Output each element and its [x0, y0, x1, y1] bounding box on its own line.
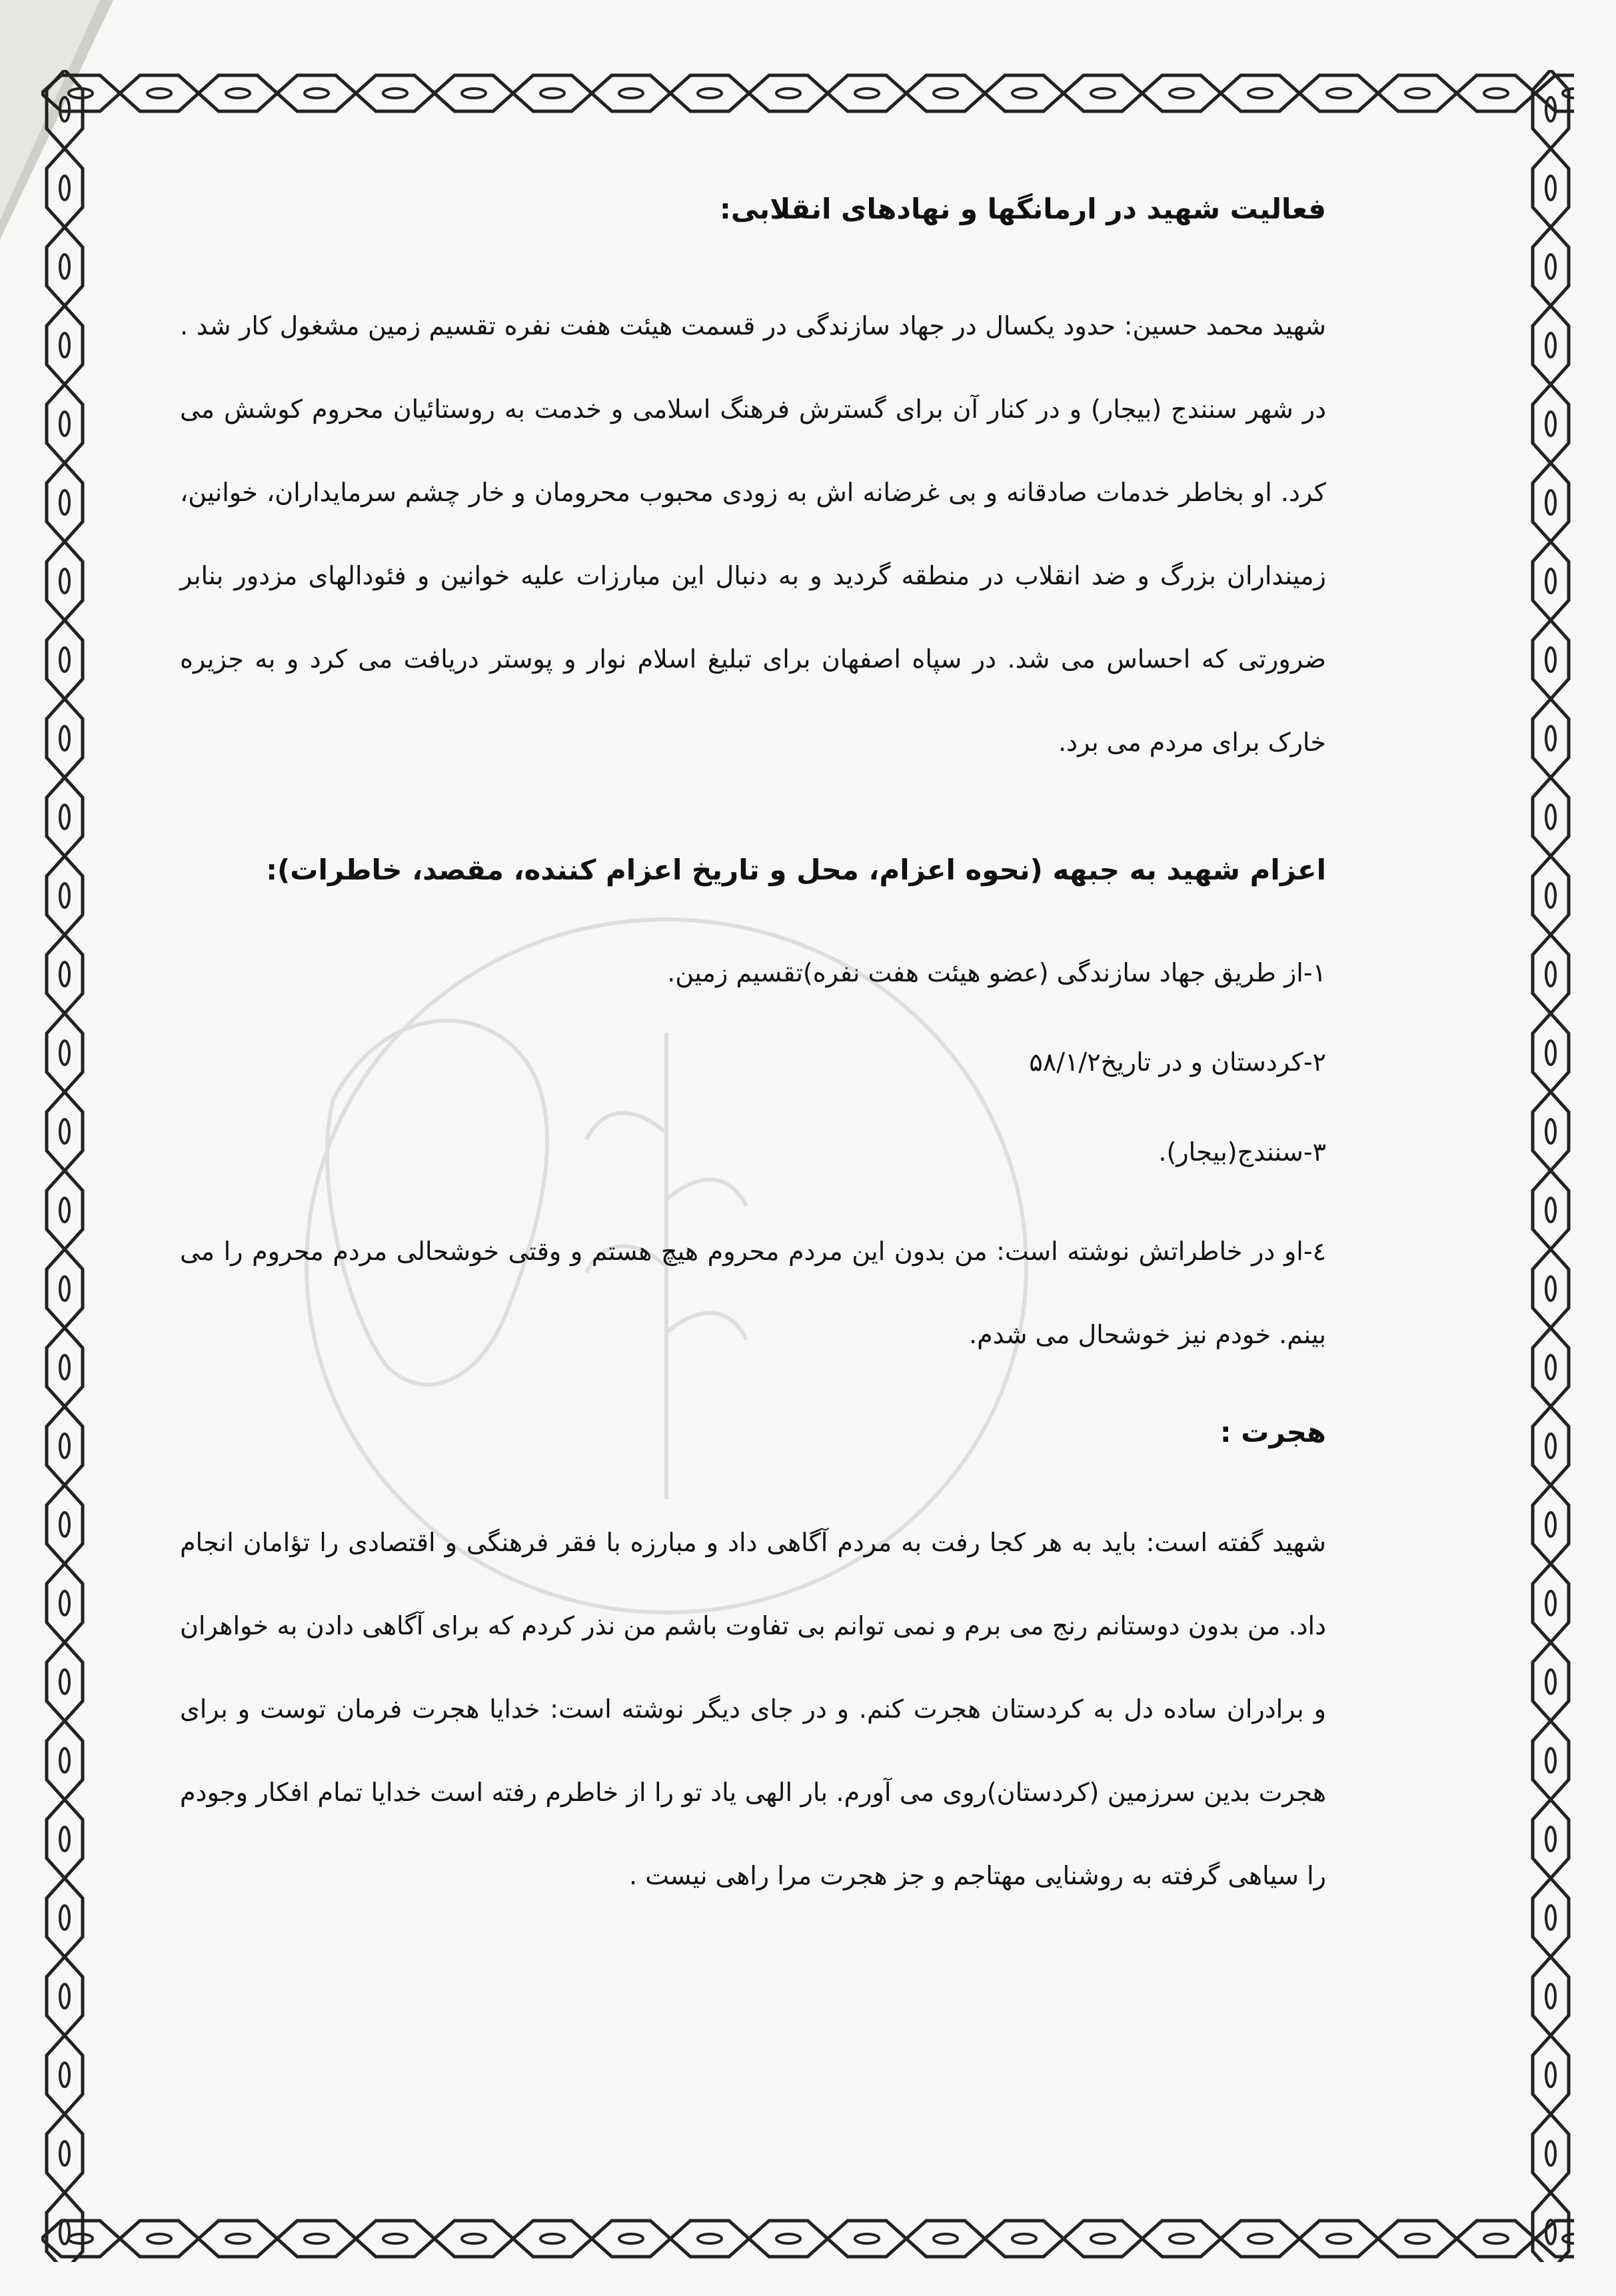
border-top-ornament — [41, 70, 1574, 117]
border-left-ornament — [41, 70, 88, 2262]
border-bottom-ornament — [41, 2215, 1574, 2262]
border-right-ornament — [1527, 70, 1574, 2262]
paragraph-activities: شهید محمد حسین: حدود یکسال در جهاد سازندگی در قسمت هیئت هفت نفره تقسیم زمین مشغول کار شد . در شهر سنندج (بیجار) و در کنار آن برای گسترش فرهنگ اسلامی و خدمت به روستائیان محروم کوشش می کرد. او بخاطر خدمات صادقانه و بی غرضانه اش به زودی محبوب محرومان و خار چشم سرمایداران، خوانین، زمینداران بزرگ و ضد انقلاب در منطقه گردید و به دنبال این مبارزات علیه خوانین و فئودالهای مزدور بنابر ضرورتی که احساس می شد. در سپاه اصفهان برای تبلیغ اسلام نوار و پوستر دریافت می کرد و به جزیره خارک برای مردم می برد. — [180, 311, 1326, 758]
section-heading-deployment: اعزام شهید به جبهه (نحوه اعزام، محل و تاریخ اعزام کننده، مقصد، خاطرات): — [266, 854, 1326, 887]
list-item: ٤-او در خاطراتش نوشته است: من بدون این مردم محروم هیچ هستم و وقتی خوشحالی مردم محروم را می بینم. خودم نیز خوشحال می شدم. — [180, 1236, 1326, 1349]
section-heading-migration: هجرت : — [1219, 1415, 1326, 1448]
list-item: ۲-کردستان و در تاریخ۵۸/۱/۲ — [1029, 1047, 1326, 1077]
list-item: ۳-سنندج(بیجار). — [1158, 1137, 1326, 1167]
paragraph-migration: شهید گفته است: باید به هر کجا رفت به مردم آگاهی داد و مبارزه با فقر فرهنگی و اقتصادی را تؤامان انجام داد. من بدون دوستانم رنج می برم و نمی توانم بی تفاوت باشم من نذر کردم که برای آگاهی دادن به خواهران و برادران ساده دل به کردستان هجرت کنم. و در جای دیگر نوشته است: خدایا هجرت فرمان توست و برای هجرت بدین سرزمین (کردستان)روی می آورم. بار الهی یاد تو را از خاطرم رفته است خدایا تمام افکار وجودم را سیاهی گرفته به روشنایی مهتاجم و جز هجرت مرا راهی نیست . — [180, 1528, 1326, 1891]
document-body — [180, 187, 1326, 1918]
list-item: ۱-از طریق جهاد سازندگی (عضو هیئت هفت نفره)تقسیم زمین. — [667, 958, 1326, 988]
section-heading-activities: فعالیت شهید در ارمانگها و نهادهای انقلابی: — [720, 193, 1326, 225]
